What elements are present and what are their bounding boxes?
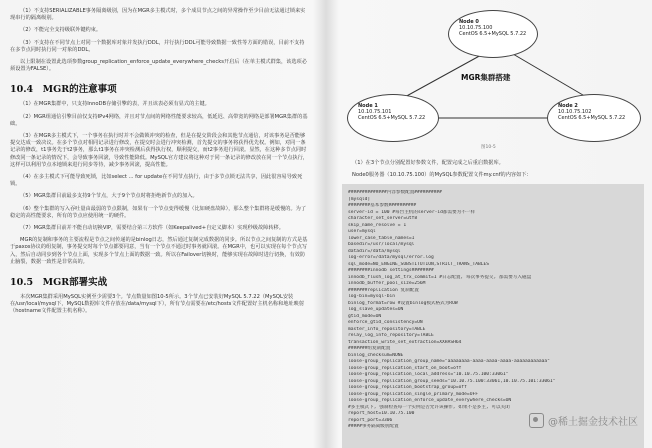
code-line: skip_name_resolve = 1: [348, 222, 407, 228]
node-1: [347, 94, 439, 142]
paragraph: （1）不支持SERIALIZABLE事务隔离级别，因为在MGR多主模式时，多个成员节点之间的异常操作至少目前无法通过锁来实现串行的隔离级别。: [10, 8, 306, 22]
code-line: loose-group_replication_single_primary_mode=OFF: [348, 391, 478, 397]
paragraph: （4）在多主模式下可能导致死锁，比如select ... for update在不同节点执行，由于多节点锁无法共享，因此很容易导致死锁。: [10, 174, 303, 188]
code-line: innodb_buffer_pool_size=256M: [348, 281, 426, 287]
code-line: binlog_checksum=NONE: [348, 352, 404, 358]
code-line: lower_case_table_names=1: [348, 235, 415, 241]
code-line: #####事务隔离级别配置: [348, 424, 399, 430]
code-line: loose-group_replication_enforce_update_everywhere_checks=ON: [348, 398, 512, 404]
code-line: ##############内容参数配置##########: [348, 190, 442, 196]
code-line: #######replication 复制配置: [348, 287, 419, 293]
juejin-logo-icon: [529, 413, 544, 428]
node-title: Node 0: [459, 19, 479, 25]
section-heading: 10.4 MGR的注意事项: [10, 84, 117, 96]
node-os: CentOS 6.5+MySQL 5.7.22: [358, 115, 426, 122]
paragraph: 本次MGR集群采用MySQL实例至少需要3个。节点数量如图10-5所示。3个节点已安装好MySQL 5.7.22（MySQL安装在/usr/local/mysql下，MySQL数据库文件存放在/data/mysql下），所有节点需要在/etc/hosts文件配置好主机名称和地址映射（hostname文件配置主机名称）。: [10, 294, 305, 315]
code-line: relay_log_info_repository=TABLE: [348, 333, 434, 339]
code-line: binlog_format=row #设置binlog模式格式为ROW: [348, 300, 458, 306]
node-ip: 10.10.75.101: [358, 109, 392, 116]
code-line: gtid_mode=ON: [348, 313, 382, 319]
code-line: datadir=/data/mysql: [348, 248, 401, 254]
mgr-cluster-diagram: [343, 6, 643, 154]
code-line: log-error=/data/mysql/error.log: [348, 255, 434, 261]
node-title: Node 2: [558, 103, 578, 109]
paragraph: （3）在MGR多主模式下，一个事务在执行时并不会做锁冲突的检查，但是在提交阶段会和其他节点通信，对该事务是否能够提交达成一致决议。在多个节点对相同记录进行修改，在提交时会进行冲突检测，首先提交的事务将获得优先权。例如，对同一条记录的修改，t1事务先于t2事务，那么t1事务在冲突检测后获得执行权，顺利提交，而t2事务进行回滚。显然，在这种多节点同时修改同一条记录的情况下，会导致事务回滚，导致性能降低。MySQL官方建议将这种对于同一条记录的修改放在同一个节点执行，这样可以利用节点本地锁来进行同步等待，减少事务回滚，提高性能。: [10, 133, 308, 168]
code-line: log_slave_updates=ON: [348, 307, 404, 313]
paragraph: MGR的复制和事务的主要流程是节点之间传递的是binlog日志，然后通过复制完成数据的同步。所以节点之间复制的方式是基于paxos协议的组复制，事务提交时每个节点都要同意，当有一个节点不通过时事务就回滚。在MGR中，也可以实现在每个节点写入，然后自动同步到各个节点上面，实现多个节点上面的数据一致。所以在Failover切换时，能够实现在故障时进行切换，有效防止脑裂，数据一致性是非常高的。: [10, 237, 308, 265]
paragraph: Node0服务器（10.10.75.100）的MySQL参数配置文件my.cnf的内容如下：: [352, 172, 532, 179]
code-line: report_host=10.10.75.100: [348, 411, 415, 417]
code-line: #多主模式下, 强制检查每一个实例是否允许该操作, 如果不是多主, 可以关闭: [348, 404, 510, 410]
paragraph: （6）整个集群的写入吞吐量由最弱的节点限制，如果有一个节点变得缓慢（比如硬盘故障），那么整个集群将是缓慢的。为了稳定的高性能要求，所有的节点应使用统一的硬件。: [10, 205, 307, 219]
watermark: [529, 413, 638, 428]
node-0: [448, 10, 538, 58]
code-line: character_set_server=utf8: [348, 216, 418, 222]
code-line: server-id = 100 #每台主机的server-id都需要为不一样: [348, 209, 476, 215]
code-line: innodb_flush_log_at_trx_commit=1 #日志配置, 每次事务提交, 都需要写入磁盘: [348, 274, 532, 280]
code-line: ########基本参数##########: [348, 203, 417, 209]
code-line: master_info_repository=TABLE: [348, 326, 426, 332]
code-line: loose-group_replication_start_on_boot=off: [348, 365, 462, 371]
code-line: sql_mode=NO_ENGINE_SUBSTITUTION,STRICT_TRANS_TABLES: [348, 261, 490, 267]
figure-caption: 图10-5: [481, 145, 496, 150]
code-line: [mysqld]: [348, 196, 371, 202]
code-line: loose-group_replication_group_name="aaaaaaaa-aaaa-aaaa-aaaa-aaaaaaaaaaaa": [348, 359, 550, 365]
code-line: basedir=/usr/local/mysql: [348, 242, 415, 248]
code-line: log-bin=mysql-bin: [348, 294, 396, 300]
node-ip: 10.10.75.102: [558, 109, 592, 116]
config-code-block: [342, 184, 644, 448]
code-line: transaction_write_set_extraction=XXHASH64: [348, 339, 462, 345]
code-line: report_port=3306: [348, 417, 393, 423]
diagram-center-label: MGR集群搭建: [461, 73, 511, 82]
code-line: loose-group_replication_local_address="10.10.75.100:33061": [348, 372, 509, 378]
code-line: loose-group_replication_bootstrap_group=off: [348, 385, 467, 391]
paragraph: （3）不支持在不同节点上对同一个数据库对象并发执行DDL，并行执行DDL可能导致数据一致性等方面的错误，目前不支持在多节点同时执行同一对象的DDL。: [10, 39, 305, 53]
paragraph: （5）MGR集群目前最多支持9个节点，大于9个节点时将拒绝新节点的加入。: [20, 193, 198, 200]
code-line: enforce_gtid_consistency=ON: [348, 320, 423, 326]
left-page: [0, 0, 318, 448]
paragraph: 以上限制在设置此选项参数group_replication_enforce_update_everywhere_checks开启后（在单主模式群集，该选项必须设置为FALSE）。: [10, 59, 307, 73]
node-2: [547, 94, 641, 142]
paragraph: （7）MGR集群目前并不能自动切换VIP，需要结合第三方软件（如Keepalived+自定义脚本）实现秒级故障转移。: [20, 225, 284, 232]
paragraph: （2）不能完全支持级联外键约束。: [20, 27, 102, 34]
watermark-text: @稀土掘金技术社区: [548, 417, 638, 428]
node-title: Node 1: [358, 103, 378, 109]
code-line: ########innodb settings########: [348, 268, 434, 274]
paragraph: （1）在MGR集群中，只支持InnoDB存储引擎的表，并且该表必须有显式的主键。: [20, 101, 210, 108]
code-line: #######组复制配置: [348, 346, 391, 352]
node-os: CentOS 6.5+MySQL 5.7.22: [558, 115, 626, 122]
code-line: loose-group_replication_group_seeds="10.10.75.100:33061,10.10.75.101:33061": [348, 378, 556, 384]
code-line: user=mysql: [348, 229, 376, 235]
node-os: CentOS 6.5+MySQL 5.7.22: [459, 31, 527, 38]
right-page: [334, 0, 652, 448]
section-heading: 10.5 MGR部署实战: [10, 277, 108, 289]
node-ip: 10.10.75.100: [459, 25, 493, 32]
paragraph: （2）MGR组通信引擎目前仅支持IPv4网络，并且对节点间的网络性能要求较高，低延迟、高带宽的网络是部署MGR集群的基础。: [10, 113, 308, 127]
paragraph: （1）在3个节点分别配置好参数文件，配置完成之后重启数据库。: [352, 160, 504, 166]
